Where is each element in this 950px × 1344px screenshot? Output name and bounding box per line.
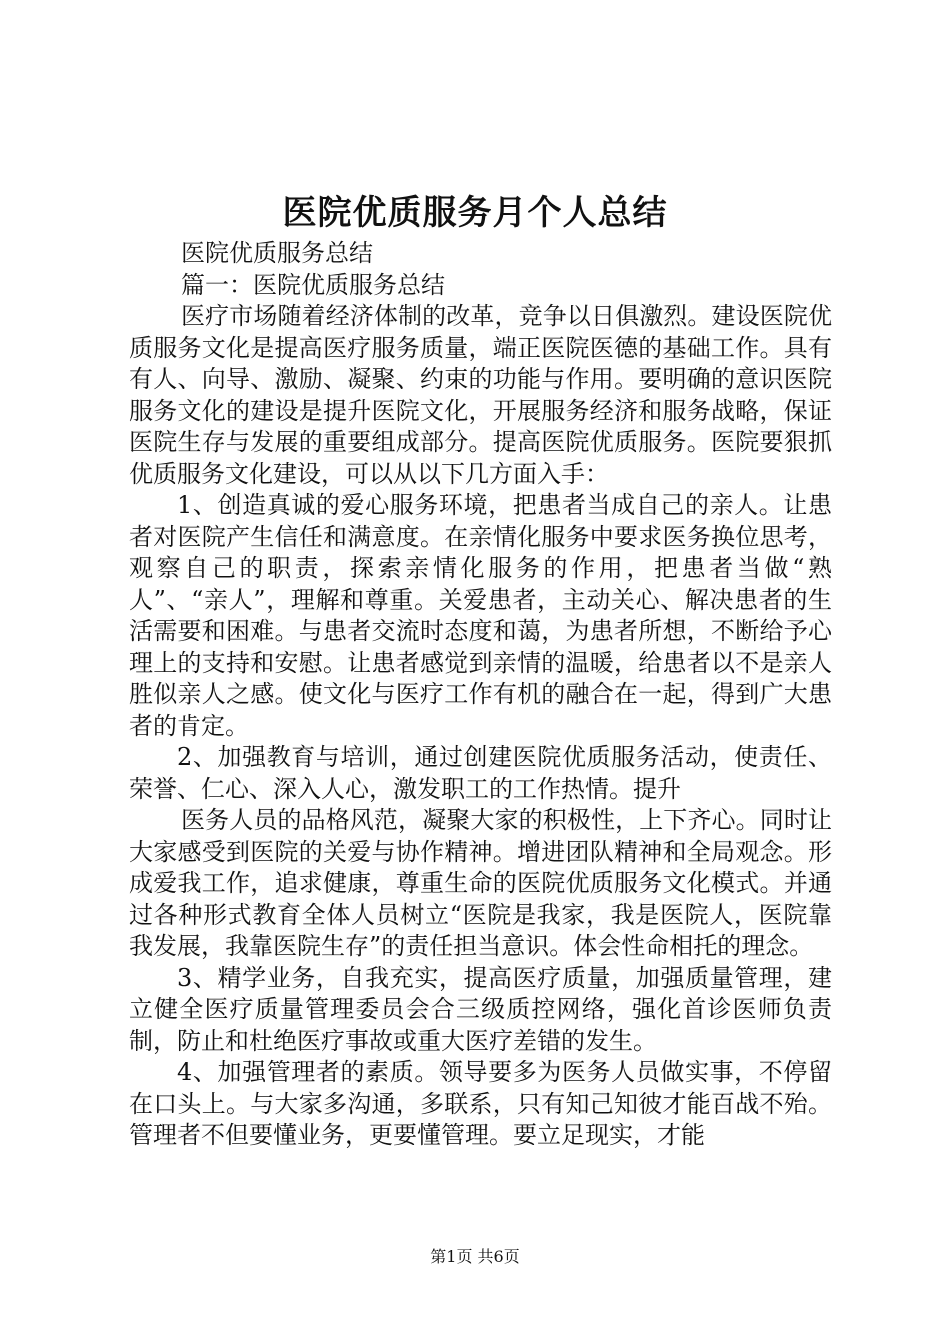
paragraph-intro: 医疗市场随着经济体制的改革，竞争以日俱激烈。建设医院优质服务文化是提高医疗服务质量，端正医院医德的基础工作。具有有人、向导、激励、凝聚、约束的功能与作用。要明确的意识医院服务文化的建设是提升医院文化，开展服务经济和服务战略，保证医院生存与发展的重要组成部分。提高医院优质服务。医院要狠抓优质服务文化建设，可以从以下几方面入手： (129, 302, 832, 488)
paragraph-point-2: 2、加强教育与培训，通过创建医院优质服务活动，使责任、荣誉、仁心、深入人心，激发职工的工作热情。提升 (129, 743, 832, 803)
paragraph-point-3: 3、精学业务，自我充实，提高医疗质量，加强质量管理，建立健全医疗质量管理委员会合三级质控网络，强化首诊医师负责制，防止和杜绝医疗事故或重大医疗差错的发生。 (129, 963, 832, 1055)
paragraph-point-1: 1、创造真诚的爱心服务环境，把患者当成自己的亲人。让患者对医院产生信任和满意度。在亲情化服务中要求医务换位思考，观察自己的职责，探索亲情化服务的作用，把患者当做“熟人”、“亲人”，理解和尊重。关爱患者，主动关心、解决患者的生活需要和困难。与患者交流时态度和蔼，为患者所想，不断给予心理上的支持和安慰。让患者感觉到亲情的温暖，给患者以不是亲人胜似亲人之感。使文化与医疗工作有机的融合在一起，得到广大患者的肯定。 (129, 491, 832, 740)
paragraph-point-4: 4、加强管理者的素质。领导要多为医务人员做实事，不停留在口头上。与大家多沟通，多联系，只有知己知彼才能百战不殆。管理者不但要懂业务，更要懂管理。要立足现实，才能 (129, 1058, 832, 1149)
document-title: 医院优质服务月个人总结 (282, 193, 668, 233)
page-indicator: 第1页 共6页 (430, 1247, 520, 1266)
paragraph-section-heading: 篇一：医院优质服务总结 (181, 270, 445, 299)
paragraph-point-2-continued: 医务人员的品格风范，凝聚大家的积极性，上下齐心。同时让大家感受到医院的关爱与协作精神。增进团队精神和全局观念。形成爱我工作，追求健康，尊重生命的医院优质服务文化模式。并通过各种形式教育全体人员树立“医院是我家，我是医院人，医院靠我发展，我靠医院生存”的责任担当意识。体会性命相托的理念。 (129, 806, 832, 960)
document-body (129, 238, 832, 1152)
paragraph-subtitle: 医院优质服务总结 (181, 239, 373, 267)
